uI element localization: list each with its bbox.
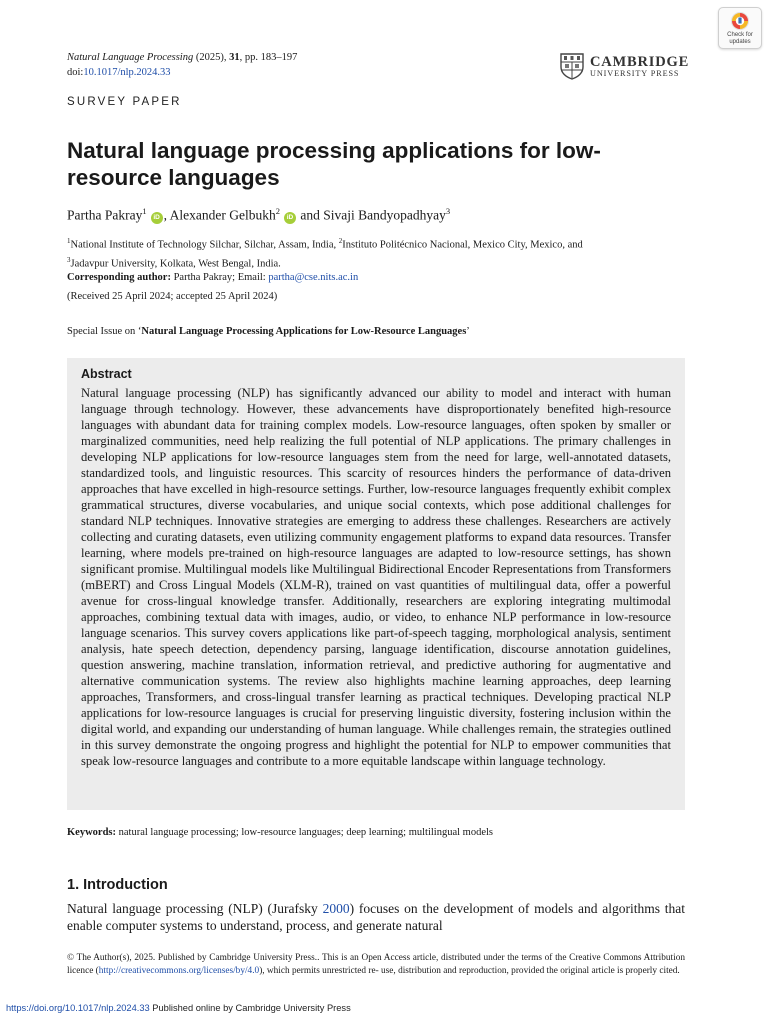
journal-name: Natural Language Processing bbox=[67, 52, 194, 63]
license-link[interactable]: http://creativecommons.org/licenses/by/4.0 bbox=[98, 966, 260, 976]
doi-label: doi: bbox=[67, 67, 84, 78]
publisher-subtitle: UNIVERSITY PRESS bbox=[590, 69, 680, 78]
affiliation-text: Jadavpur University, Kolkata, West Bengal, India. bbox=[70, 258, 281, 269]
affiliation-mark: 2 bbox=[338, 237, 343, 245]
footer-doi-link[interactable]: https://doi.org/10.1017/nlp.2024.33 bbox=[6, 1003, 150, 1013]
introduction-text bbox=[67, 900, 685, 934]
orcid-icon[interactable]: iD bbox=[284, 212, 296, 224]
special-issue-title: Natural Language Processing Applications for Low-Resource Languages bbox=[141, 326, 467, 337]
abstract-heading: Abstract bbox=[81, 367, 132, 381]
special-issue-prefix: Special Issue on ‘ bbox=[67, 326, 142, 337]
affiliation-text: Instituto Politécnico Nacional, Mexico City, Mexico, and bbox=[342, 239, 583, 251]
article-type: SURVEY PAPER bbox=[67, 96, 182, 108]
article-title: Natural language processing applications for low-resource languages bbox=[67, 138, 601, 190]
received-dates: (Received 25 April 2024; accepted 25 April 2024) bbox=[67, 291, 278, 302]
journal-year: (2025), bbox=[193, 52, 230, 63]
license-text-end: ), which permits unrestricted re- use, distribution and reproduction, provided the original article is properly cited. bbox=[259, 966, 680, 976]
abstract-box bbox=[67, 358, 685, 810]
check-updates-label: Check for updates bbox=[727, 32, 753, 45]
corresponding-author-text: Partha Pakray; Email: bbox=[170, 272, 269, 283]
section-heading-introduction: 1. Introduction bbox=[67, 877, 168, 893]
keywords-label: Keywords: bbox=[67, 827, 116, 838]
keywords-text: natural language processing; low-resource languages; deep learning; multilingual models bbox=[116, 827, 494, 838]
special-issue-note bbox=[67, 326, 470, 337]
abstract-text: Natural language processing (NLP) has significantly advanced our ability to model and interact with human language through technology. However, these advancements have disproportionately benefited high-resource languages with abundant data for training complex models. Low-resource languages, often spoken by smaller or marginalized communities, need help realizing the full potential of NLP applications. The primary challenges in developing NLP applications for low-resource languages stem from the need for large, well-annotated datasets, standardized tools, and linguistic resources. This scarcity of resources hinders the performance of data-driven approaches that have excelled in high-resource settings. Further, low-resource languages frequently exhibit complex grammatical structures, diverse vocabularies, and unique social contexts, which pose additional challenges for standard NLP techniques. Innovative strategies are emerging to address these challenges. Researchers are actively collecting and curating datasets, even utilizing community engagement platforms to expand data resources. Transfer learning, where models pre-trained on high-resource languages are adapted to low-resource settings, has shown significant promise. Multilingual models like Multilingual Bidirectional Encoder Representations from Transformers (mBERT) and Cross Lingual Models (XLM-R), trained on vast quantities of multilingual data, offer a powerful avenue for cross-lingual knowledge transfer. Additionally, researchers are exploring integrating multimodal approaches, combining textual data with images, audio, or video, to enhance NLP performance in low-resource language scenarios. This survey covers applications like part-of-speech tagging, morphological analysis, sentiment analysis, hate speech detection, dependency parsing, language identification, discourse annotation guidelines, question answering, machine translation, information retrieval, and predictive authoring for augmentative and alternative communication systems. The review also highlights machine learning approaches, deep learning approaches, Transformers, and cross-lingual transfer learning as practical techniques. Developing practical NLP applications for low-resource languages is crucial for preserving linguistic diversity, fostering inclusion within the digital world, and expanding our understanding of human language. While challenges remain, the strategies outlined in this survey demonstrate the ongoing progress and highlight the potential for NLP to empower communities that speak low-resource languages and contribute to a more equitable landscape within language technology. bbox=[81, 386, 671, 768]
intro-text-after: ) focuses on the development of models and algorithms that enable computer systems to understand, process, and generate natural bbox=[67, 901, 685, 933]
footer-published-text: Published online by Cambridge University Press bbox=[149, 1003, 351, 1013]
journal-pages: , pp. 183–197 bbox=[239, 52, 298, 63]
journal-citation bbox=[67, 50, 297, 80]
author-separator: , bbox=[163, 207, 170, 223]
orcid-icon[interactable]: iD bbox=[151, 212, 163, 224]
affiliation-mark: 1 bbox=[67, 237, 71, 245]
affiliation-text: National Institute of Technology Silchar, Silchar, Assam, India, bbox=[70, 239, 339, 251]
author-separator: and bbox=[296, 207, 324, 223]
check-updates-icon bbox=[730, 11, 750, 31]
license-notice bbox=[67, 952, 685, 978]
license-text: © The Author(s), 2025. Published by Cambridge University Press.. This is an Open Access article, distributed under the terms of the Creative Commons Attribution licence ( bbox=[67, 953, 685, 976]
intro-text-before: Natural language processing (NLP) (Jurafsky bbox=[67, 901, 323, 916]
footer-bar bbox=[0, 1003, 768, 1013]
corresponding-author-label: Corresponding author: bbox=[67, 272, 171, 283]
journal-volume: 31 bbox=[229, 52, 240, 63]
publisher-name: CAMBRIDGE bbox=[590, 54, 690, 70]
publisher-logo bbox=[560, 53, 690, 83]
keywords bbox=[67, 827, 493, 838]
author-list bbox=[67, 206, 450, 224]
affiliations bbox=[67, 234, 687, 285]
citation-link[interactable]: 2000 bbox=[322, 901, 350, 916]
affiliation-mark: 3 bbox=[67, 255, 71, 264]
author-affiliation-mark: 2 bbox=[275, 206, 280, 216]
author-name: Alexander Gelbukh bbox=[169, 207, 276, 223]
doi-link[interactable]: 10.1017/nlp.2024.33 bbox=[83, 67, 171, 78]
author-name: Partha Pakray bbox=[67, 207, 143, 223]
cambridge-shield-icon bbox=[560, 53, 584, 80]
author-name: Sivaji Bandyopadhyay bbox=[323, 207, 446, 223]
email-link[interactable]: partha@cse.nits.ac.in bbox=[268, 272, 359, 283]
author-affiliation-mark: 3 bbox=[445, 206, 451, 216]
author-affiliation-mark: 1 bbox=[142, 206, 147, 216]
check-for-updates-button[interactable] bbox=[718, 7, 762, 49]
special-issue-suffix: ’ bbox=[466, 326, 470, 337]
